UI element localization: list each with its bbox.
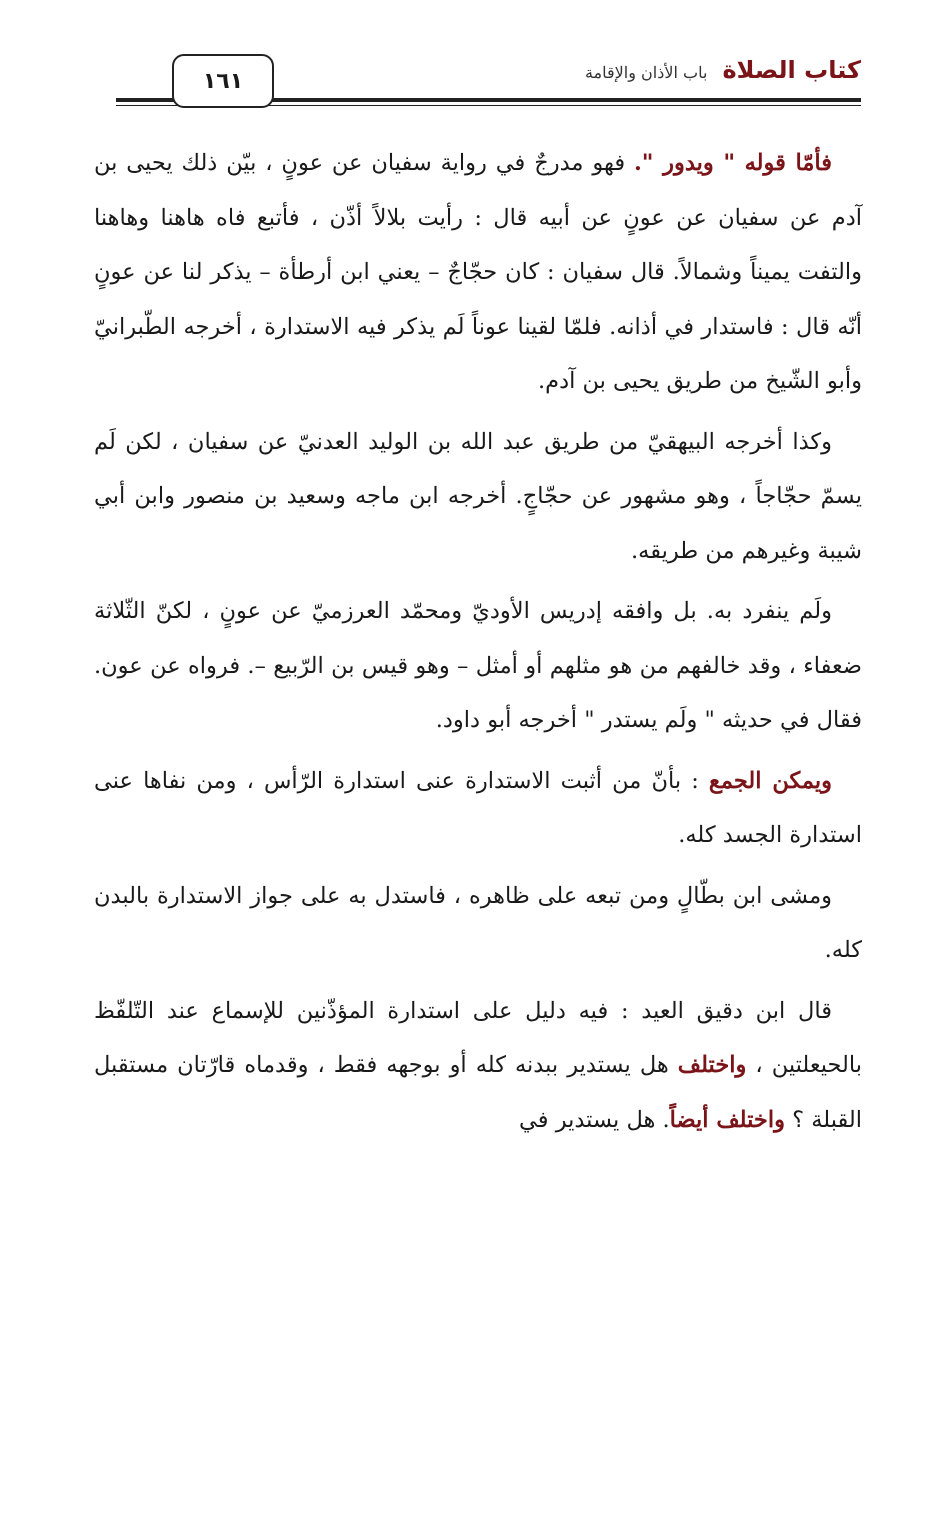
paragraph-text: ومشى ابن بطّالٍ ومن تبعه على ظاهره ، فاستدل به على جواز الاستدارة بالبدن كله. bbox=[94, 882, 862, 963]
highlighted-phrase: فأمّا قوله " ويدور ". bbox=[633, 150, 832, 176]
paragraph-p3 bbox=[94, 584, 862, 748]
page-body bbox=[94, 136, 862, 1153]
paragraph-text: وكذا أخرجه البيهقيّ من طريق عبد الله بن الوليد العدنيّ عن سفيان ، لكن لَم يسمّ حجّاجاً ، وهو مشهور عن حجّاجٍ. أخرجه ابن ماجه وسعيد بن منصور وابن أبي شيبة وغيرهم من طريقه. bbox=[94, 428, 862, 564]
paragraph-p1 bbox=[94, 136, 862, 409]
paragraph-text: . هل يستدير في bbox=[519, 1106, 670, 1133]
page-header bbox=[116, 48, 861, 108]
highlighted-phrase: واختلف أيضاً bbox=[669, 1106, 785, 1133]
chapter-title: باب الأذان والإقامة bbox=[584, 63, 708, 82]
paragraph-text: فهو مدرجٌ في رواية سفيان عن عونٍ ، بيّن ذلك يحيى بن آدم عن سفيان عن عونٍ عن أبيه قال : رأيت بلالاً أذّن ، فأتبع فاه هاهنا وهاهنا والتفت يميناً وشمالاً. قال سفيان : كان حجّاجٌ – يعني ابن أرطأة – يذكر لنا عن عونٍ أنّه قال : فاستدار في أذانه. فلمّا لقينا عوناً لَم يذكر فيه الاستدارة ، أخرجه الطّبرانيّ وأبو الشّيخ من طريق يحيى بن آدم. bbox=[94, 150, 862, 394]
paragraph-text: : بأنّ من أثبت الاستدارة عنى استدارة الرّأس ، ومن نفاها عنى استدارة الجسد كله. bbox=[94, 767, 862, 848]
paragraph-p4 bbox=[94, 754, 862, 863]
paragraph-p6 bbox=[94, 984, 862, 1148]
running-title bbox=[585, 56, 861, 84]
paragraph-text: هل يستدير ببدنه كله أو بوجهه فقط ، وقدماه قارّتان مستقبل القبلة ؟ bbox=[94, 1052, 862, 1133]
page-number: ١٦١ bbox=[172, 54, 274, 108]
highlighted-phrase: واختلف bbox=[677, 1052, 747, 1078]
book-title: كتاب الصلاة bbox=[722, 56, 861, 84]
paragraph-p2 bbox=[94, 415, 862, 579]
highlighted-phrase: ويمكن الجمع bbox=[708, 767, 833, 794]
paragraph-text: ولَم ينفرد به. بل وافقه إدريس الأوديّ ومحمّد العرزميّ عن عونٍ ، لكنّ الثّلاثة ضعفاء ، وقد خالفهم من هو مثلهم أو أمثل – وهو قيس بن الرّبيع –. فرواه عن عون. فقال في حديثه " ولَم يستدر " أخرجه أبو داود. bbox=[94, 598, 862, 733]
paragraph-p5 bbox=[94, 869, 862, 978]
paragraph-text: قال ابن دقيق العيد : فيه دليل على استدارة المؤذّنين للإسماع عند التّلفّظ بالحيعلتين ، bbox=[94, 997, 862, 1078]
